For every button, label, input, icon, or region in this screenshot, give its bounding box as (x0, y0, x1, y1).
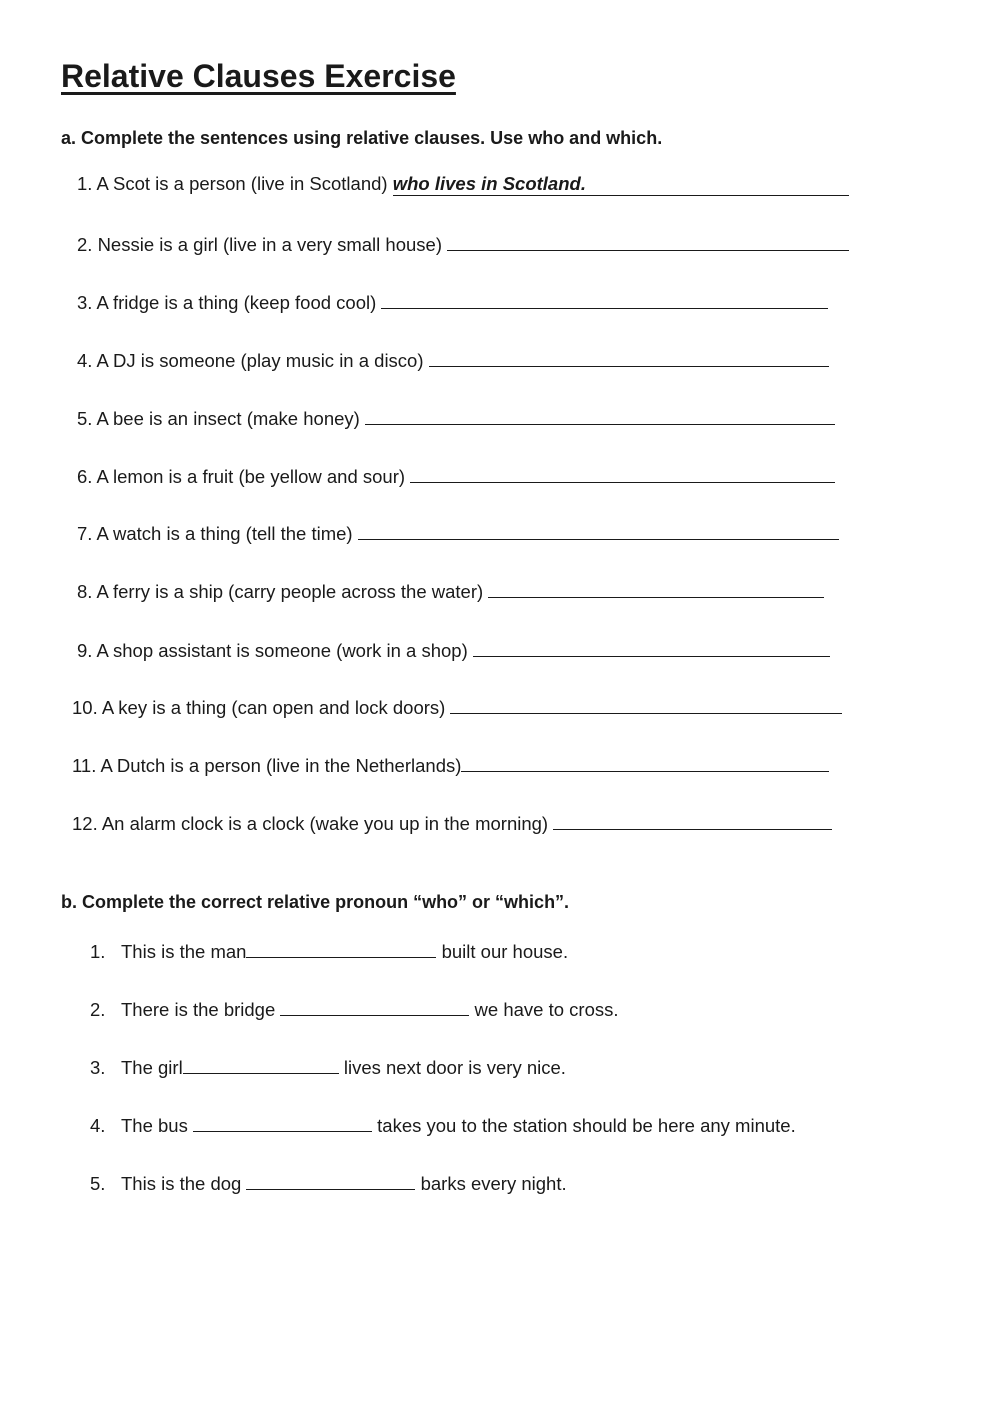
answer-field[interactable] (280, 996, 469, 1016)
item-text: 7. A watch is a thing (tell the time) (77, 522, 358, 544)
exercise-a-item-4 (77, 347, 829, 372)
section-a-heading: a. Complete the sentences using relative clauses. Use who and which. (61, 128, 663, 148)
exercise-a-item-5 (77, 405, 835, 430)
answer-field[interactable] (450, 694, 842, 714)
item-number: 4. (90, 1114, 106, 1136)
item-text: 6. A lemon is a fruit (be yellow and sour) (77, 465, 411, 487)
answer-field[interactable] (246, 1170, 415, 1190)
answer-field[interactable] (365, 405, 835, 425)
exercise-b-item-1 (90, 938, 568, 963)
item-text-after: lives next door is very nice. (338, 1056, 566, 1078)
exercise-a-item-10 (72, 694, 842, 719)
item-text: 9. A shop assistant is someone (work in a shop) (77, 639, 473, 661)
example-answer: who lives in Scotland. (392, 173, 586, 194)
item-text-after: barks every night. (415, 1172, 567, 1194)
answer-field[interactable] (447, 231, 849, 251)
answer-field[interactable] (553, 810, 832, 830)
item-number: 3. (90, 1056, 106, 1078)
exercise-a-item-6 (77, 463, 835, 488)
item-text-after: built our house. (436, 940, 569, 962)
exercise-b-item-2 (90, 996, 619, 1021)
item-text: 4. A DJ is someone (play music in a disco) (77, 349, 429, 371)
item-number: 2. (90, 998, 106, 1020)
answer-field[interactable] (193, 1112, 372, 1132)
item-text: 1. A Scot is a person (live in Scotland) (77, 173, 393, 194)
answer-field[interactable] (473, 637, 830, 657)
answer-field[interactable] (246, 938, 436, 958)
item-text-before: The girl (121, 1056, 183, 1078)
exercise-b-item-5 (90, 1170, 567, 1195)
item-text: 10. A key is a thing (can open and lock doors) (72, 696, 451, 718)
exercise-a-item-12 (72, 810, 832, 835)
exercise-b-item-4 (90, 1112, 796, 1137)
answer-field[interactable] (393, 173, 849, 196)
item-text: 11. A Dutch is a person (live in the Netherlands) (72, 754, 462, 776)
item-text-after: takes you to the station should be here any minute. (372, 1114, 796, 1136)
item-text: 3. A fridge is a thing (keep food cool) (77, 291, 382, 313)
item-number: 1. (90, 940, 106, 962)
answer-field[interactable] (183, 1054, 339, 1074)
answer-field[interactable] (488, 578, 824, 598)
exercise-a-item-7 (77, 520, 839, 545)
section-b-heading: b. Complete the correct relative pronoun “who” or “which”. (61, 892, 570, 912)
exercise-b-item-3 (90, 1054, 566, 1079)
answer-field[interactable] (410, 463, 835, 483)
exercise-a-item-3 (77, 289, 828, 314)
item-text-after: we have to cross. (469, 998, 619, 1020)
exercise-a-item-1 (77, 173, 849, 196)
item-text: 2. Nessie is a girl (live in a very small house) (77, 233, 448, 255)
item-text: 5. A bee is an insect (make honey) (77, 407, 365, 429)
answer-field[interactable] (358, 520, 839, 540)
item-text: 12. An alarm clock is a clock (wake you up in the morning) (72, 812, 554, 834)
answer-field[interactable] (429, 347, 829, 367)
item-text-before: This is the dog (121, 1172, 247, 1194)
exercise-a-item-11 (72, 752, 829, 777)
item-text: 8. A ferry is a ship (carry people across the water) (77, 580, 489, 602)
item-text-before: There is the bridge (121, 998, 281, 1020)
item-text-before: The bus (121, 1114, 193, 1136)
page-title: Relative Clauses Exercise (61, 58, 456, 94)
exercise-a-item-2 (77, 231, 849, 256)
item-number: 5. (90, 1172, 106, 1194)
exercise-a-item-9 (77, 637, 830, 662)
item-text-before: This is the man (121, 940, 247, 962)
exercise-a-item-8 (77, 578, 824, 603)
answer-field[interactable] (461, 752, 829, 772)
answer-field[interactable] (381, 289, 828, 309)
